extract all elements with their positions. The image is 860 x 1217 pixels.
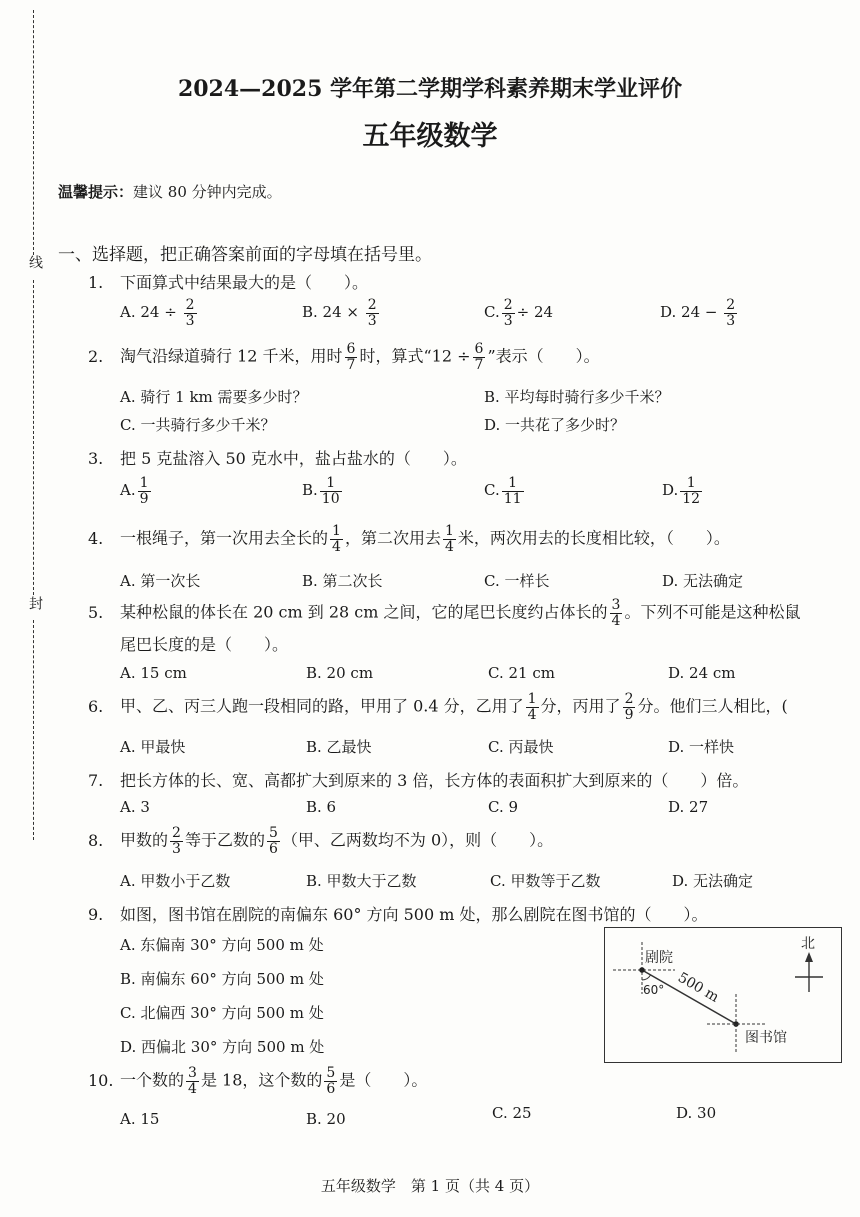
north-arrow-head (805, 952, 813, 962)
option-d: D. 一共花了多少时？ (484, 416, 626, 434)
map-drawing (605, 928, 840, 1061)
option-d: D. $\frac{1}{12}$ (662, 475, 701, 507)
fraction: $\frac{6}{7}$ (346, 341, 356, 373)
fraction: $\frac{2}{3}$ (503, 297, 513, 329)
option-c: C. 25 (492, 1104, 532, 1122)
theater-point (639, 967, 645, 973)
option-b: B. 乙最快 (306, 738, 372, 756)
question-number: 1. (88, 273, 104, 292)
page-footer: 五年级数学 第 1 页（共 4 页） (320, 1177, 540, 1195)
question-7: 7. 把长方体的长、宽、高都扩大到原来的 3 倍，长方体的表面积扩大到原来的（ ）倍。 (88, 771, 749, 790)
option-b: B. 20 cm (306, 664, 374, 682)
theater-label: 剧院 (645, 950, 673, 966)
option-d: D. 无法确定 (662, 572, 744, 590)
option-a: A. 东偏南 30° 方向 500 m 处 (120, 936, 324, 954)
question-10: 10. 一个数的 $\frac{3}{4}$ 是 18，这个数的 $\frac{5}{6}$ 是（ ）。 (88, 1065, 428, 1097)
fraction: $\frac{2}{3}$ (726, 297, 736, 329)
option-b: B. 6 (306, 798, 337, 816)
question-2: 2. 淘气沿绿道骑行 12 千米，用时 $\frac{6}{7}$ 时，算式“12 ÷ $\frac{6}{7}$ ”表示（ ）。 (88, 341, 600, 373)
tip (58, 181, 282, 202)
question-1 (88, 270, 368, 293)
fraction: $\frac{1}{4}$ (444, 523, 454, 555)
option-a: A. $\frac{1}{9}$ (120, 475, 149, 507)
option-c: C. $\frac{2}{3}$ ÷ 24 (484, 297, 554, 329)
option-b: B. 24 × $\frac{2}{3}$ (302, 297, 377, 329)
option-c: C. 甲数等于乙数 (490, 872, 601, 890)
question-6: 6. 甲、乙、丙三人跑一段相同的路，甲用了 0.4 分，乙用了 $\frac{1}{4}$ 分，丙用了 $\frac{2}{9}$ 分。他们三人相比，( (88, 691, 788, 723)
option-d: D. 24 − $\frac{2}{3}$ (660, 297, 736, 329)
option-a: A. 甲最快 (120, 738, 186, 756)
option-c: C. $\frac{1}{11}$ (484, 475, 522, 507)
option-b: B. $\frac{1}{10}$ (302, 475, 340, 507)
fraction: $\frac{1}{4}$ (332, 523, 341, 555)
option-b: B. 平均每时骑行多少千米？ (484, 388, 670, 406)
exam-title: 2024—2025 学年第二学期学科素养期末学业评价 (177, 76, 683, 102)
option-d: D. 无法确定 (672, 872, 754, 890)
tip-text: 建议 80 分钟内完成。 (133, 183, 282, 201)
fraction: $\frac{6}{7}$ (474, 341, 484, 373)
option-a: A. 15 (120, 1110, 160, 1128)
option-c: C. 一共骑行多少千米？ (120, 416, 276, 434)
option-a: A. 15 cm (120, 664, 187, 682)
question-8: 8. 甲数的 $\frac{2}{3}$ 等于乙数的 $\frac{5}{6}$ （甲、乙两数均不为 0），则（ ）。 (88, 825, 554, 857)
fraction: $\frac{1}{11}$ (503, 475, 522, 507)
option-d: D. 24 cm (668, 664, 736, 682)
option-c: C. 9 (488, 798, 519, 816)
fraction: $\frac{1}{4}$ (527, 691, 537, 723)
option-a: A. 第一次长 (120, 572, 201, 590)
fraction: $\frac{2}{3}$ (367, 297, 377, 329)
option-a: A. 骑行 1 km 需要多少时？ (120, 388, 308, 406)
option-c: C. 丙最快 (488, 738, 554, 756)
margin-label-line: 线 (27, 255, 43, 269)
margin-label-seal: 封 (27, 596, 43, 610)
north-label: 北 (801, 936, 815, 952)
direction-map-figure (604, 927, 842, 1063)
fraction: $\frac{1}{10}$ (321, 475, 340, 507)
question-9: 9. 如图，图书馆在剧院的南偏东 60° 方向 500 m 处，那么剧院在图书馆的（ ）。 (88, 905, 708, 924)
question-text: 下面算式中结果最大的是（ ）。 (120, 273, 369, 292)
question-4: 4. 一根绳子，第一次用去全长的 $\frac{1}{4}$ ，第二次用去 $\frac{1}{4}$ 米，两次用去的长度相比较，（ ）。 (88, 523, 730, 555)
fraction: $\frac{2}{3}$ (172, 825, 181, 857)
binding-dashed-line (33, 620, 34, 840)
distance-label: 500 m (675, 969, 722, 1006)
exam-subject: 五年级数学 (362, 121, 498, 152)
fraction: $\frac{1}{12}$ (682, 475, 701, 507)
option-d: D. 一样快 (668, 738, 735, 756)
fraction: $\frac{2}{3}$ (185, 297, 195, 329)
question-3: 3. 把 5 克盐溶入 50 克水中，盐占盐水的（ ）。 (88, 449, 467, 468)
section-heading: 一、选择题，把正确答案前面的字母填在括号里。 (58, 245, 432, 265)
option-a: A. 甲数小于乙数 (120, 872, 231, 890)
fraction: $\frac{5}{6}$ (326, 1065, 336, 1097)
option-d: D. 30 (676, 1104, 717, 1122)
option-b: B. 20 (306, 1110, 346, 1128)
fraction: $\frac{5}{6}$ (268, 825, 278, 857)
fraction: $\frac{3}{4}$ (611, 597, 621, 629)
fraction: $\frac{3}{4}$ (188, 1065, 197, 1097)
option-d: D. 27 (668, 798, 709, 816)
option-b: B. 南偏东 60° 方向 500 m 处 (120, 970, 324, 988)
option-a: A. 3 (120, 798, 150, 816)
fraction: $\frac{1}{9}$ (139, 475, 149, 507)
binding-dashed-line (33, 280, 34, 595)
tip-label: 温馨提示： (58, 183, 134, 201)
question-5: 5. 某种松鼠的体长在 20 cm 到 28 cm 之间，它的尾巴长度约占体长的 $\frac{3}{4}$ 。下列不可能是这种松鼠 (88, 597, 801, 629)
option-a: A. 24 ÷ $\frac{2}{3}$ (120, 297, 195, 329)
option-c: C. 一样长 (484, 572, 550, 590)
question-5-line-2: 尾巴长度的是（ ）。 (120, 635, 289, 654)
angle-arc (642, 975, 651, 980)
fraction: $\frac{2}{9}$ (624, 691, 634, 723)
option-b: B. 甲数大于乙数 (306, 872, 417, 890)
option-d: D. 西偏北 30° 方向 500 m 处 (120, 1038, 325, 1056)
option-c: C. 21 cm (488, 664, 555, 682)
angle-label: 60° (643, 983, 665, 997)
option-b: B. 第二次长 (302, 572, 383, 590)
option-c: C. 北偏西 30° 方向 500 m 处 (120, 1004, 324, 1022)
library-label: 图书馆 (745, 1030, 787, 1046)
